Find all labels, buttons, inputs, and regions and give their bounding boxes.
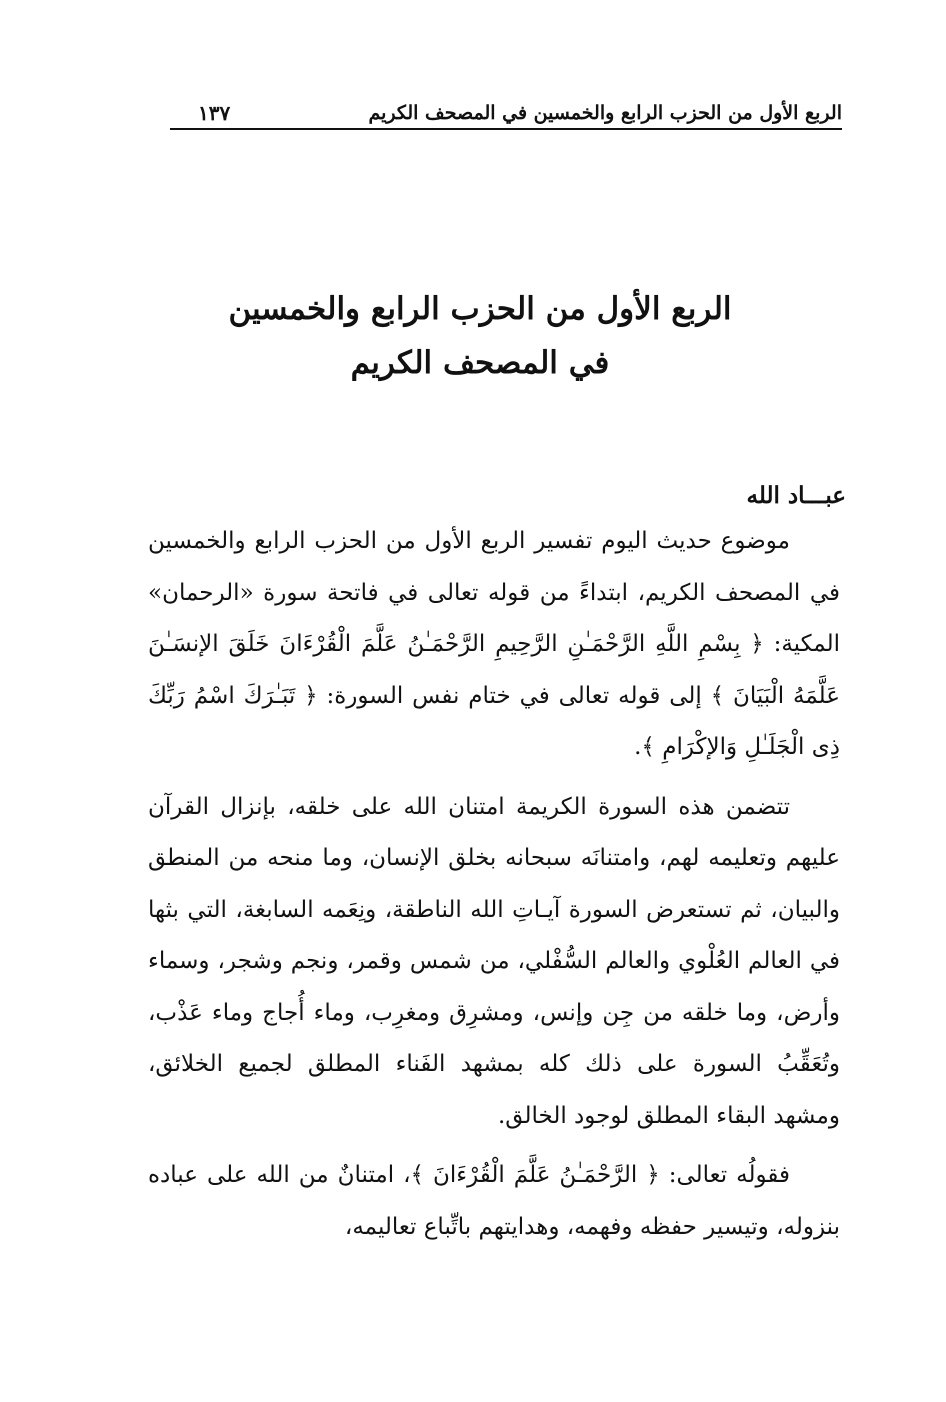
paragraph-intro: موضوع حديث اليوم تفسير الربع الأول من الحزب الرابع والخمسين في المصحف الكريم، ابتداءً من قوله تعالى في فاتحة سورة «الرحمان» المكية: ﴿ بِسْمِ اللَّهِ الرَّحْمَـٰنِ الرَّحِيمِ الرَّحْمَـٰنُ عَلَّمَ الْقُرْءَانَ خَلَقَ الإنسَـٰنَ عَلَّمَهُ الْبَيَانَ ﴾ إلى قوله تعالى في ختام نفس السورة: ﴿ تَبَـٰرَكَ اسْمُ رَبِّكَ ذِى الْجَلَـٰلِ وَالإكْرَامِ ﴾.: [148, 528, 840, 760]
chapter-title: [200, 282, 760, 390]
chapter-title-line-2: في المصحف الكريم: [350, 345, 610, 381]
paragraph-commentary: فقولُه تعالى: ﴿ الرَّحْمَـٰنُ عَلَّمَ الْقُرْءَانَ ﴾، امتنانٌ من الله على عباده بنزوله، وتيسير حفظه وفهمه، وهدايتهم باتِّباع تعاليمه،: [148, 1162, 840, 1240]
chapter-title-line-1: الربع الأول من الحزب الرابع والخمسين: [228, 291, 732, 327]
section-heading: عبـــاد الله: [746, 482, 846, 509]
running-header: [170, 92, 842, 130]
page-number: ١٣٧: [198, 101, 231, 125]
body-text: [148, 516, 840, 1261]
paragraph-summary: تتضمن هذه السورة الكريمة امتنان الله على خلقه، بإنزال القرآن عليهم وتعليمه لهم، وامتنانَه سبحانه بخلق الإنسان، وما منحه من المنطق والبيان، ثم تستعرض السورة آيـاتِ الله الناطقة، ونِعَمه السابغة، التي بثها في العالم العُلْوي والعالم السُّفْلي، من شمس وقمر، ونجم وشجر، وسماء وأرض، وما خلقه من جِن وإنس، ومشرِق ومغرِب، وماء أُجاج وماء عَذْب، وتُعَقِّبُ السورة على ذلك كله بمشهد الفَناء المطلق لجميع الخلائق، ومشهد البقاء المطلق لوجود الخالق.: [148, 793, 840, 1129]
running-title: الربع الأول من الحزب الرابع والخمسين في المصحف الكريم: [368, 102, 842, 124]
